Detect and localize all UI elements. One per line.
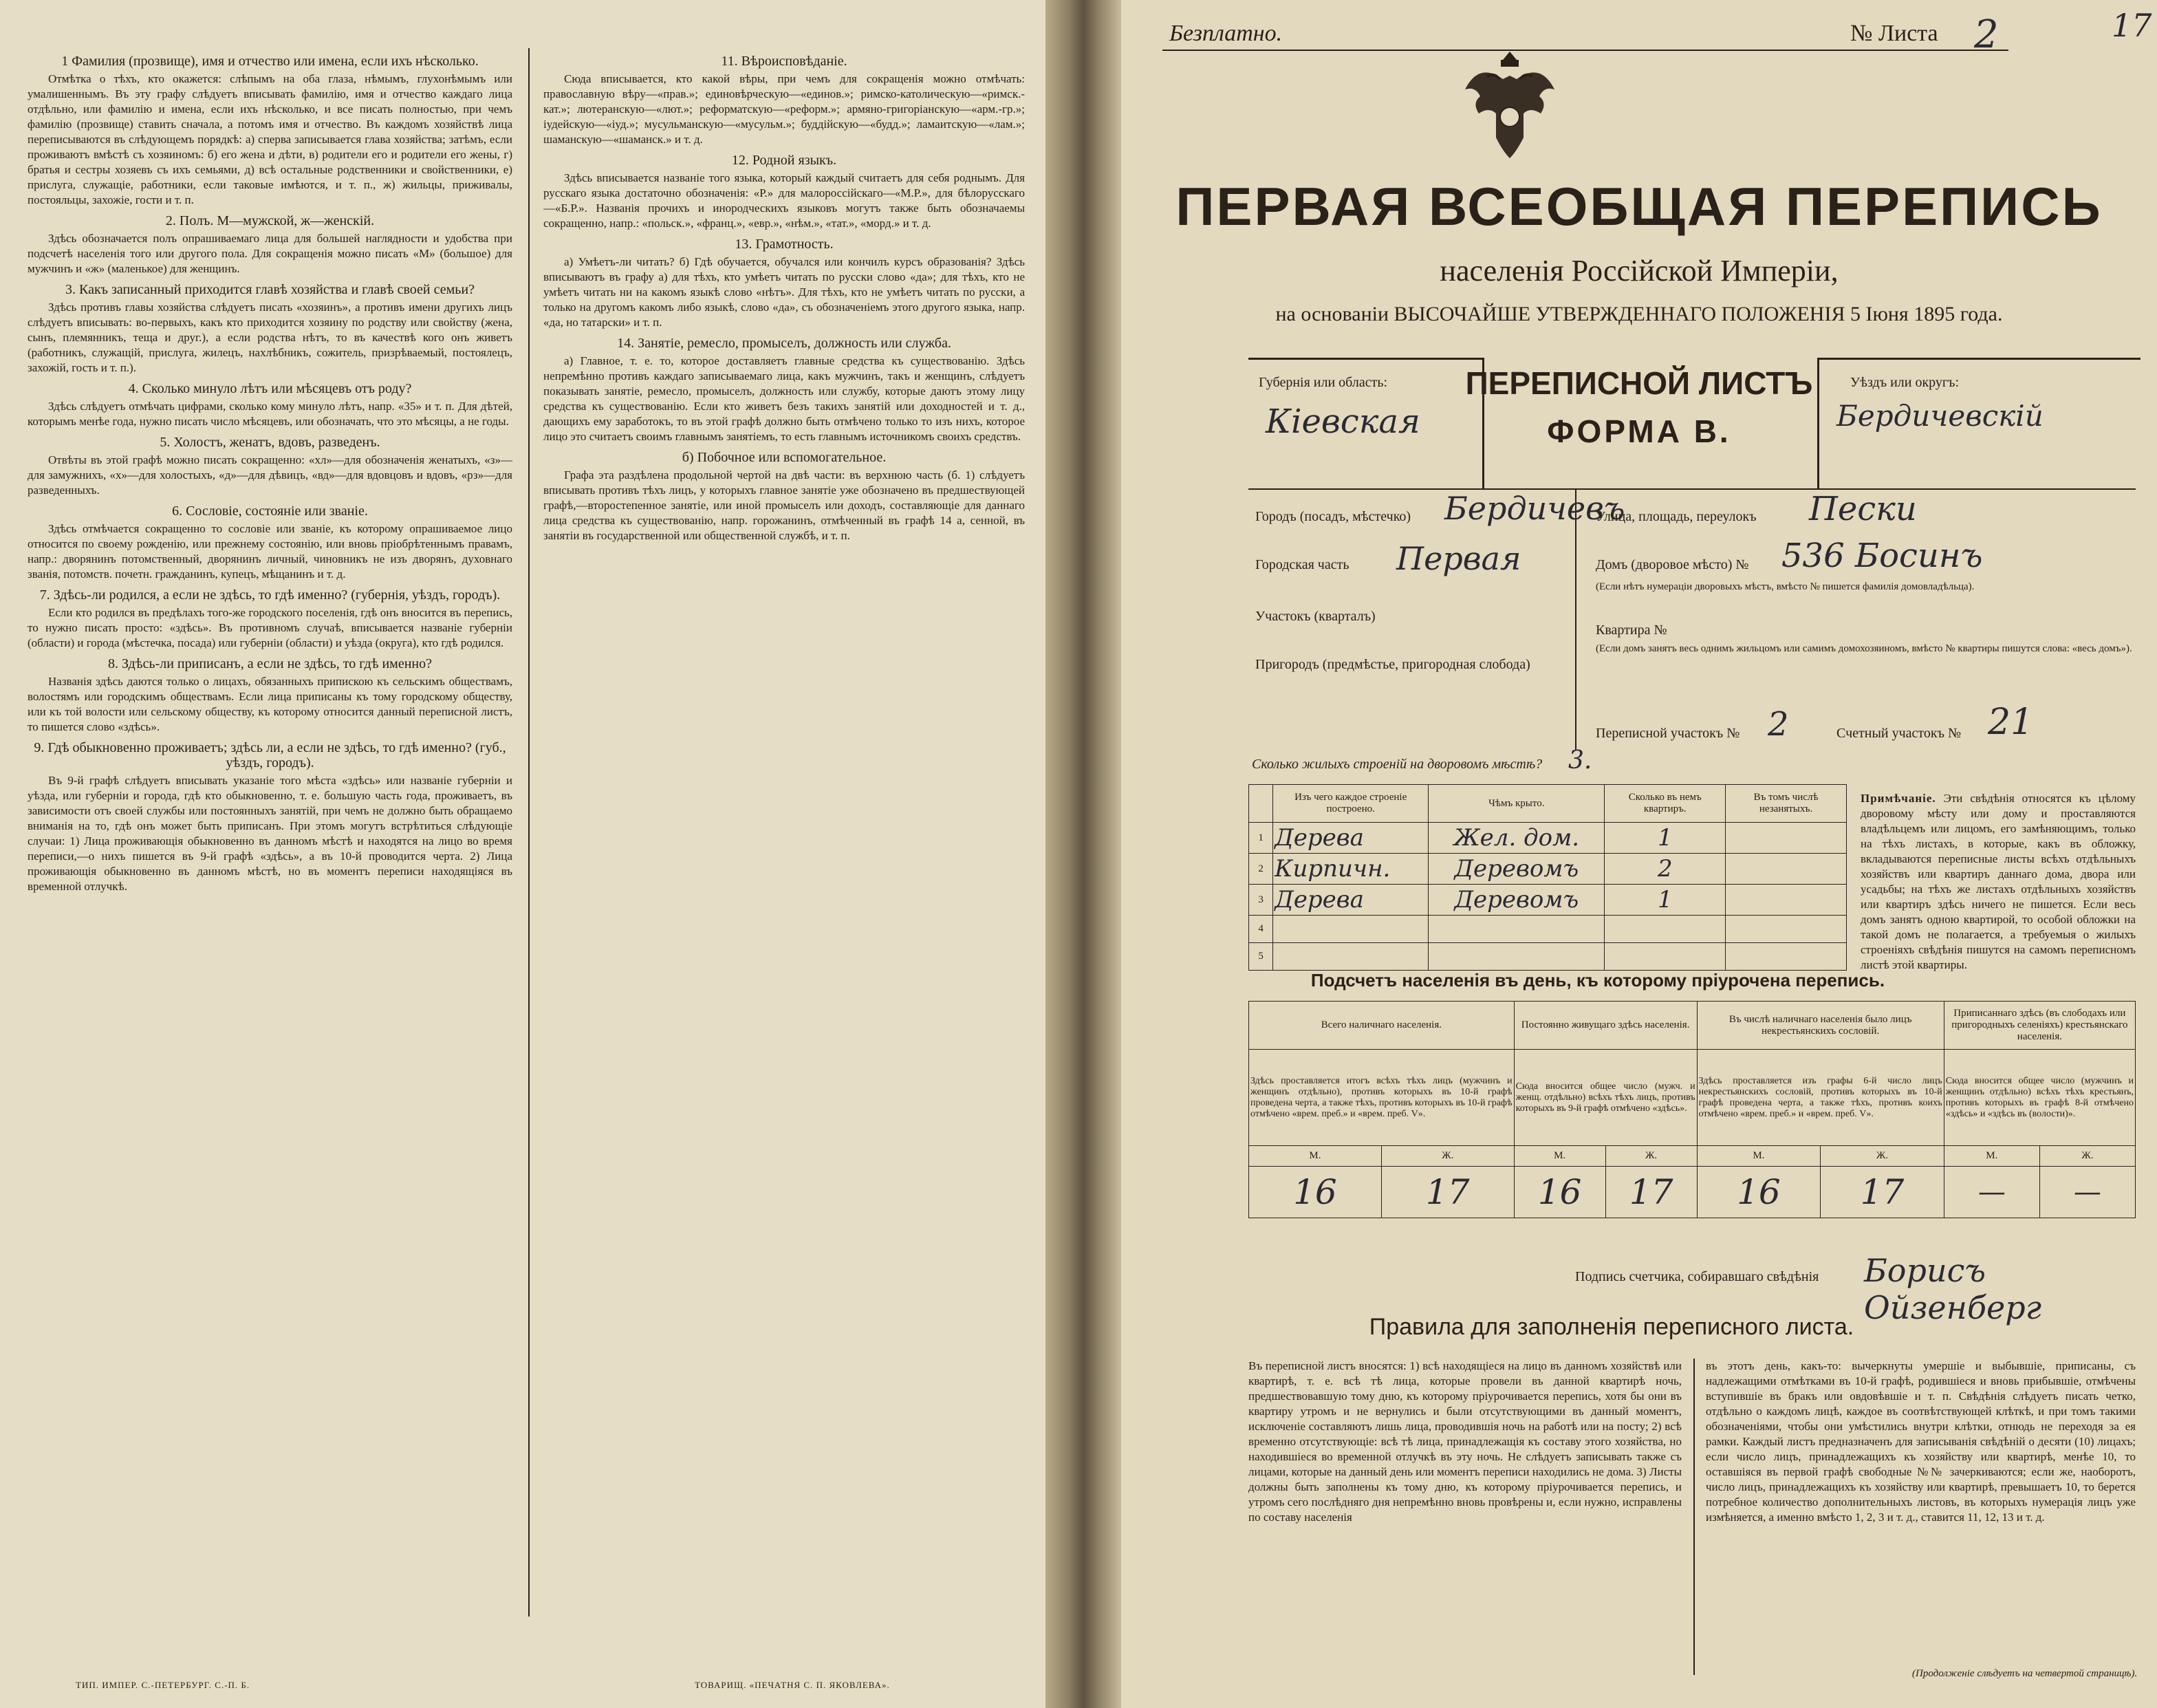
- row-number: 3: [1249, 885, 1273, 916]
- section-heading: 2. Полъ. М—мужской, ж—женскій.: [165, 213, 375, 228]
- table-header: Сколько въ немъ квартиръ.: [1605, 785, 1726, 823]
- column-divider: [528, 48, 530, 1617]
- table-header: Изъ чего каждое строеніе построено.: [1273, 785, 1429, 823]
- section-text: Здѣсь обозначается полъ опрашиваемаго лица для большей наглядности и удобства при подсчетѣ населенія того или другого пола. Для сокращенія можно писать «М» (большое) для мужчинъ и «ж» (маленькое) для женщинъ.: [28, 232, 512, 275]
- printer-imprint-left: ТИП. ИМПЕР. С.-ПЕТЕРБУРГ. С.-П. Б.: [76, 1680, 250, 1690]
- count-value: 17: [1605, 1167, 1697, 1218]
- sheet-number-value: 2: [1974, 12, 1999, 57]
- count-area-value: 21: [1988, 702, 2034, 743]
- section-heading: 8. Здѣсь-ли приписанъ, а если не здѣсь, то гдѣ именно?: [108, 656, 432, 671]
- uezd-value: Бердичевскій: [1836, 399, 2044, 433]
- count-value: 16: [1249, 1167, 1382, 1218]
- uchastok-label: Участокъ (кварталъ): [1255, 609, 1376, 624]
- section-text: Здѣсь слѣдуетъ отмѣчать цифрами, сколько кому минуло лѣтъ, напр. «35» и т. п. Для дѣтей, которымъ менѣе года, нужно писать число мѣсяцевъ, или обозначать, что это мѣсяцы, а не годы.: [28, 400, 512, 428]
- form-title: ПЕРЕПИСНОЙ ЛИСТЪ: [1465, 365, 1813, 401]
- section-heading: 13. Грамотность.: [735, 237, 834, 252]
- building-vacant: [1726, 943, 1847, 971]
- count-value: 16: [1697, 1167, 1821, 1218]
- section-text: Въ 9-й графѣ слѣдуетъ вписывать указаніе того мѣста «здѣсь» или названіе губерніи и уѣзда, или губерніи и города, гдѣ кто обыкновенно, т. е. большую часть года, проживаетъ, въ зависимости отъ своей службы или постоянныхъ занятій, при чемъ не должно быть обращаемо вниманія на то, гдѣ онъ может быть приписанъ. При этомъ могутъ встрѣтиться слѣдующіе случаи: 1) Лица проживающія обыкновенно въ данномъ мѣстѣ и находятся на лицо во время переписи,—о нихъ пишется въ 9-й графѣ «здѣсь», а въ 10-й проводится черта. 2) Лица проживающія обыкновенно въ данномъ мѣстѣ, но въ моментъ переписи находящіяся въ временной отлучкѣ.: [28, 774, 512, 893]
- building-roof: Жел. дом.: [1429, 823, 1605, 854]
- count-value: 16: [1514, 1167, 1605, 1218]
- uezd-divider: [1817, 358, 1819, 488]
- rules-continued-note: (Продолженіе слѣдуетъ на четвертой страницѣ).: [1912, 1668, 2138, 1679]
- left-page: [0, 0, 1045, 1708]
- building-material: [1273, 916, 1429, 943]
- row-number: 2: [1249, 854, 1273, 885]
- house-label: Домъ (дворовое мѣсто) №: [1596, 557, 1749, 572]
- section-text: Здѣсь отмѣчается сокращенно то сословіе или званіе, къ которому опрашиваемое лицо относится по своему рожденію, или прежнему состоянію, или вновь пріобрѣтеннымъ правамъ, напр.: дворянинъ потомственный, дворянинъ личный, чиновникъ не изъ дворянъ, духовнаго званія, потомств. почетн. гражданинъ, купецъ, мѣщанинъ и т. д.: [28, 522, 512, 581]
- house-value: 536 Босинъ: [1781, 537, 1983, 575]
- city-value: Бердичевъ: [1444, 490, 1625, 527]
- book-gutter: [1045, 0, 1121, 1708]
- col2-section: [543, 450, 1025, 543]
- city-part-label: Городская часть: [1255, 557, 1350, 572]
- col1-section: [28, 282, 512, 376]
- section-heading: 7. Здѣсь-ли родился, а если не здѣсь, то гдѣ именно? (губернія, уѣздъ, городъ).: [39, 587, 501, 603]
- free-label: Безплатно.: [1169, 21, 1283, 46]
- suburb-label: Пригородъ (предмѣстье, пригородная слобода): [1255, 657, 1530, 672]
- instructions-column-2: [543, 48, 1025, 1623]
- gubernia-label: Губернія или область:: [1259, 375, 1388, 390]
- buildings-question: Сколько жилыхъ строеній на дворовомъ мѣстѣ?: [1252, 757, 1543, 772]
- census-basis: на основаніи ВЫСОЧАЙШЕ УТВЕРЖДЕННАГО ПОЛОЖЕНІЯ 5 Іюня 1895 года.: [1275, 303, 2003, 325]
- apartment-note: (Если домъ занятъ весь однимъ жильцомъ или самимъ домохозяиномъ, вмѣсто № квартиры пишутся слова: «весь домъ»).: [1596, 643, 2132, 654]
- buildings-table: [1248, 784, 1847, 971]
- col1-section: [28, 587, 512, 651]
- imperial-eagle-emblem: [1458, 48, 1561, 165]
- col2-section: [543, 54, 1025, 147]
- section-heading: 1 Фамилия (прозвище), имя и отчество или имена, если ихъ нѣсколько.: [61, 54, 479, 69]
- count-header: Всего наличнаго населенія.: [1249, 1002, 1515, 1050]
- building-roof: Деревомъ: [1429, 885, 1605, 916]
- count-header: Постоянно живущаго здѣсь населенія.: [1514, 1002, 1697, 1050]
- section-text: а) Умѣетъ-ли читать? б) Гдѣ обучается, обучался или кончилъ курсъ образованія? Здѣсь вписываютъ въ графу а) для тѣхъ, кто умѣетъ читать по русски слово «да»; для тѣхъ, кто не умѣетъ читать ни на какомъ языкѣ слово «нѣтъ». Для тѣхъ, кто не умѣетъ читать по русски, а только на другомъ какомъ либо языкѣ, слово «да», съ обозначеніемъ этого другого языка, напр. «да, но татарски» и т. п.: [543, 255, 1025, 329]
- building-apartments: [1605, 916, 1726, 943]
- rules-title: Правила для заполненія переписного листа.: [1369, 1314, 1854, 1340]
- street-label: Улица, площадь, переулокъ: [1596, 509, 1757, 524]
- sex-label: М.: [1514, 1146, 1605, 1167]
- section-heading: 3. Какъ записанный приходится главѣ хозяйства и главѣ своей семьи?: [65, 282, 475, 297]
- section-text: Названія здѣсь даются только о лицахъ, обязанныхъ припискою къ сельскимъ обществамъ, волостямъ или городскимъ обществамъ. Если лица приписаны къ тому городскому обществу, или къ той волости или сельскому обществу, къ которому относится данный переписной листъ, то пишется слово «здѣсь».: [28, 675, 512, 733]
- instructions-column-1: [28, 48, 512, 1623]
- sex-label: М.: [1249, 1146, 1382, 1167]
- table-row: [1249, 916, 1847, 943]
- rules-divider: [1693, 1359, 1695, 1675]
- building-roof: [1429, 916, 1605, 943]
- census-area-value: 2: [1768, 705, 1789, 744]
- building-apartments: 2: [1605, 854, 1726, 885]
- counter-signature: Борисъ Ойзенберг: [1864, 1252, 2041, 1326]
- count-description: Здѣсь проставляется итогъ всѣхъ тѣхъ лицъ (мужчинъ и женщинъ отдѣльно), противъ которыхъ въ 10-й графѣ проведена черта, а также тѣхъ, противъ которыхъ въ 10-й графѣ отмѣчено «врем. преб.» и «врем. преб. V».: [1249, 1050, 1515, 1146]
- section-heading: 5. Холостъ, женатъ, вдовъ, разведенъ.: [160, 435, 380, 450]
- count-value: —: [2039, 1167, 2135, 1218]
- count-header: Приписаннаго здѣсь (въ слободахъ или пригородныхъ селеніяхъ) крестьянскаго населенія.: [1944, 1002, 2135, 1050]
- signature-label: Подпись счетчика, собиравшаго свѣдѣнія: [1575, 1269, 1819, 1284]
- building-vacant: [1726, 823, 1847, 854]
- census-title: ПЕРВАЯ ВСЕОБЩАЯ ПЕРЕПИСЬ: [1175, 176, 2103, 237]
- table-row: [1249, 854, 1847, 885]
- section-heading: 12. Родной языкъ.: [731, 153, 837, 168]
- section-heading: 4. Сколько минуло лѣтъ или мѣсяцевъ отъ роду?: [128, 381, 412, 396]
- col1-section: [28, 504, 512, 582]
- buildings-answer: 3.: [1568, 746, 1592, 775]
- census-area-label: Переписной участокъ №: [1596, 726, 1740, 741]
- section-text: а) Главное, т. е. то, которое доставляетъ главные средства къ существованію. Здѣсь непремѣнно противъ каждаго записываемаго лица, какъ мужчинъ, такъ и женщинъ, слѣдуетъ показывать занятіе, ремесло, промыселъ, должность или службу, которые даютъ этому лицу средства къ существованію. Если кто живетъ безъ такихъ занятій или доходностей и т. д., дающихъ ему заработокъ, то въ этой графѣ должно быть отмѣчено только то изъ нихъ, которое лицо это считаетъ своимъ главнымъ занятіемъ, то есть главнымъ источникомъ своихъ средствъ.: [543, 354, 1025, 443]
- col2-section: [543, 336, 1025, 444]
- form-letter: ФОРМА В.: [1547, 413, 1731, 449]
- header-rule: [1162, 50, 2008, 51]
- printer-imprint-right: ТОВАРИЩ. «ПЕЧАТНЯ С. П. ЯКОВЛЕВА».: [695, 1680, 890, 1690]
- building-vacant: [1726, 885, 1847, 916]
- rules-column-1: Въ переписной листъ вносятся: 1) всѣ находящіеся на лицо въ данномъ хозяйствѣ или квартирѣ, т. е. всѣ тѣ лица, которые провели въ данной квартирѣ ночь, предшествовавшую тому дню, къ которому пріурочивается перепись, хотя бы они въ квартиру утромъ и не вернулись и были отсутствующими въ данный моментъ, исключеніе составляютъ лишь лица, проводившія ночь на работѣ или на посту; 2) всѣ временно отсутствующіе: всѣ тѣ лица, принадлежащія къ составу этого хозяйства, но находившіеся во временной отлучкѣ въ эту ночь. Не слѣдуетъ записывать также съ лицами, которые на данный день или моментъ переписи находились не дома. 3) Листы должны быть заполнены къ тому дню, къ которому пріурочивается перепись, и утромъ сего послѣдняго дня непремѣнно вновь провѣрены и, если нужно, исправлены по составу населенія: [1248, 1359, 1682, 1524]
- table-header: [1249, 785, 1273, 823]
- table-header: Чѣмъ крыто.: [1429, 785, 1605, 823]
- section-text: Отмѣтка о тѣхъ, кто окажется: слѣпымъ на оба глаза, нѣмымъ, глухонѣмымъ или умалишеннымъ. Въ эту графу слѣдуетъ вписывать фамилію, имя и отчество каждаго лица отдѣльно, или фамилію и имена, если ихъ нѣсколько, и все писать полностью, при чемъ фамилію (прозвище) ставить сначала, а потомъ имя и отчество. Въ каждомъ хозяйствѣ лица переписываются въ слѣдующемъ порядкѣ: а) сперва записывается глава хозяйства; затѣмъ, если проживаютъ вмѣстѣ съ хозяиномъ: б) его жена и дѣти, в) родители его и родители его жены, г) братья и сестры хозяевъ съ ихъ семьями, д) всѣ остальные родственники и свойственники, е) прислуга, служащіе, работники, если таковые имѣются, и т. п., ж) жильцы, приживалы, постояльцы, захожіе, гости и т. п.: [28, 72, 512, 206]
- count-value: 17: [1381, 1167, 1514, 1218]
- building-material: Кирпичн.: [1273, 854, 1429, 885]
- population-count-table: [1248, 1001, 2136, 1218]
- section-text: Графа эта раздѣлена продольной чертой на двѣ части: въ верхнюю часть (б. 1) слѣдуетъ вписывать противъ тѣхъ лицъ, у которыхъ главное занятіе уже обозначено въ предшествующей графѣ,—второстепенное занятіе, или иной промыселъ или доходъ, составляющіе для даннаго лица средства къ существованію, напр. горожанинъ, отмѣченный въ графѣ 14 а, сенной, въ занятіи въ государственной или общественной службѣ, и т. п.: [543, 468, 1025, 542]
- address-top-rule: [1248, 488, 2136, 490]
- sex-label: Ж.: [1605, 1146, 1697, 1167]
- note-text: Эти свѣдѣнія относятся къ цѣлому дворовому мѣсту или дому и проставляются владѣльцемъ или лицомъ, его замѣняющимъ, только на тѣхъ листахъ, в которые, какъ въ обложку, вкладываются переписные листы всѣхъ отдѣльныхъ хозяйствъ или квартиръ даннаго дома, двора или усадьбы; на тѣхъ же листахъ отдѣльныхъ хозяйствъ или квартиръ здѣсь ничего не пишется. Если весь домъ занятъ одною квартирой, то особой обложки на такой домъ не полагается, а требуемыя о жилыхъ строеніяхъ свѣдѣнія пишутся на самомъ переписномъ листѣ этой квартиры.: [1861, 792, 2136, 971]
- house-note: (Если нѣтъ нумераціи дворовыхъ мѣстъ, вмѣсто № пишется фамилія домовладѣльца).: [1596, 581, 1975, 592]
- col1-section: [28, 213, 512, 277]
- row-number: 1: [1249, 823, 1273, 854]
- section-heading: 14. Занятіе, ремесло, промыселъ, должность или служба.: [617, 336, 951, 351]
- uezd-rule: [1817, 358, 2140, 360]
- col1-section: [28, 381, 512, 429]
- building-roof: [1429, 943, 1605, 971]
- col1-section: [28, 656, 512, 735]
- sheet-number-label: № Листа: [1850, 21, 1938, 46]
- count-description: Сюда вносится общее число (мужч. и женщ. отдѣльно) всѣхъ тѣхъ лицъ, противъ которыхъ въ 9-й графѣ отмѣчено «здѣсь».: [1514, 1050, 1697, 1146]
- section-heading: 6. Сословіе, состояніе или званіе.: [172, 504, 368, 519]
- building-vacant: [1726, 854, 1847, 885]
- section-text: Здѣсь вписывается названіе того языка, который каждый считаетъ для себя роднымъ. Для русскаго языка достаточно обозначенія: «Р.» для малороссійскаго—«М.Р.», для бѣлорусскаго—«Б.Р.». Названія прочихъ и инородческихъ языковъ могутъ также быть обозначаемы сокращенно, напр.: «польск.», «франц.», «евр.», «нѣм.», «тат.», «морд.» и т. д.: [543, 171, 1025, 230]
- building-vacant: [1726, 916, 1847, 943]
- col2-section: [543, 237, 1025, 330]
- table-header: Въ томъ числѣ незанятыхъ.: [1726, 785, 1847, 823]
- sex-label: Ж.: [1821, 1146, 1944, 1167]
- count-title: Подсчетъ населенія въ день, къ которому пріурочена перепись.: [1310, 970, 1885, 991]
- count-header: Въ числѣ наличнаго населенія было лицъ некрестьянскихъ сословій.: [1697, 1002, 1944, 1050]
- building-material: Дерева: [1273, 823, 1429, 854]
- building-material: [1273, 943, 1429, 971]
- city-label: Городъ (посадъ, мѣстечко): [1255, 509, 1411, 524]
- gubernia-value: Кіевская: [1266, 402, 1420, 441]
- uezd-label: Уѣздъ или округъ:: [1850, 375, 1960, 390]
- address-divider: [1575, 488, 1576, 750]
- count-value: 17: [1821, 1167, 1944, 1218]
- section-text: Отвѣты въ этой графѣ можно писать сокращенно: «хл»—для обозначенія женатыхъ, «з»—для замужнихъ, «х»—для холостыхъ, «д»—для дѣвицъ, «вд»—для вдовцовъ и вдовъ, «рз»—для разведенныхъ.: [28, 453, 512, 497]
- table-row: [1249, 823, 1847, 854]
- section-text: Если кто родился въ предѣлахъ того-же городского поселенія, гдѣ онъ вносится въ перепись, то нужно писать просто: «здѣсь». Въ противномъ случаѣ, вписывается названіе губерніи (области) и города (мѣстечка, посада) или губерніи (области) и уѣзда (округа), кто гдѣ родился.: [28, 606, 512, 649]
- row-number: 4: [1249, 916, 1273, 943]
- row-number: 5: [1249, 943, 1273, 971]
- building-apartments: 1: [1605, 885, 1726, 916]
- sex-label: М.: [1697, 1146, 1821, 1167]
- section-heading: 11. Вѣроисповѣданіе.: [721, 54, 847, 69]
- sex-label: Ж.: [2039, 1146, 2135, 1167]
- street-value: Пески: [1809, 490, 1917, 528]
- gubernia-rule: [1248, 358, 1482, 360]
- section-heading: 9. Гдѣ обыкновенно проживаетъ; здѣсь ли, а если не здѣсь, то гдѣ именно? (губ., уѣздъ, городъ).: [34, 740, 506, 770]
- count-description: Сюда вносится общее число (мужчинъ и женщинъ отдѣльно) всѣхъ тѣхъ крестьянъ, противъ которыхъ въ графѣ 8-й отмѣчено «здѣсь» и «здѣсь въ (волости)».: [1944, 1050, 2135, 1146]
- note-title: Примѣчаніе.: [1861, 792, 1936, 805]
- margin-number: 17: [2112, 7, 2152, 44]
- section-text: Сюда вписывается, кто какой вѣры, при чемъ для сокращенія можно отмѣчать: православную вѣру—«прав.»; единовѣрческую—«единов.»; римско-католическую—«римск.-кат.»; лютеранскую—«лют.»; реформатскую—«реформ.»; армяно-григоріанскую—«арм.-гр.»; іудейскую—«іуд.»; мусульманскую—«мусульм.»; буддійскую—«будд.»; ламаитскую—«лам.»; шаманскую—«шаманск.» и т. д.: [543, 72, 1025, 146]
- table-row: [1249, 885, 1847, 916]
- rules-column-2: въ этотъ день, какъ-то: вычеркнуты умершіе и выбывшіе, приписаны, съ надлежащими отмѣтками въ 10-й графѣ, родившіеся и вновь прибывшіе, отмѣчены вступившіе въ бракъ или овдовѣвшіе и т. п. Свѣдѣнія слѣдуетъ писать четко, отдѣльно о каждомъ лицѣ, каждое въ соотвѣтствующей клѣткѣ, и при томъ такими обозначеніями, чтобы они умѣстились внутри клѣтки, отнюдь не переходя за ея рамки. Каждый листъ предназначенъ для записыванія свѣдѣній о десяти (10) лицахъ; если число лицъ, принадлежащихъ къ хозяйству или квартирѣ, менѣе 10, то оставшіяся въ первой графѣ свободные №№ зачеркиваются; если же, наоборотъ, число лицъ, принадлежащихъ къ хозяйству или квартирѣ, превышаетъ 10, то берется потребное количество дополнительныхъ листовъ, въ которыхъ нумерація лицъ уже измѣняется, а именно вмѣсто 1, 2, 3 и т. д., ставится 11, 12, 13 и т. д.: [1706, 1359, 2136, 1524]
- sex-label: М.: [1944, 1146, 2039, 1167]
- table-row: [1249, 943, 1847, 971]
- count-area-label: Счетный участокъ №: [1836, 726, 1962, 741]
- building-roof: Деревомъ: [1429, 854, 1605, 885]
- section-heading: б) Побочное или вспомогательное.: [682, 450, 887, 465]
- building-apartments: 1: [1605, 823, 1726, 854]
- col1-section: [28, 740, 512, 894]
- col1-section: [28, 54, 512, 208]
- buildings-note: [1861, 791, 2136, 973]
- census-subtitle: населенія Россійской Имперіи,: [1440, 254, 1839, 288]
- right-page: [1121, 0, 2157, 1708]
- building-material: Дерева: [1273, 885, 1429, 916]
- count-value: —: [1944, 1167, 2039, 1218]
- sex-label: Ж.: [1381, 1146, 1514, 1167]
- city-part-value: Первая: [1396, 540, 1521, 577]
- section-text: Здѣсь противъ главы хозяйства слѣдуетъ писать «хозяинъ», а противъ имени другихъ лицъ слѣдуетъ вписывать: во-первыхъ, какъ кто приходится хозяину по родству или свойству (жена, сынъ, племянникъ, теща и друг.), а если родства нѣтъ, то въ качествѣ кого онъ живетъ (работникъ, служащій, прислуга, жилецъ, нахлѣбникъ, сожитель, призрѣваемый, постоялецъ, захожій, гость и т. п.).: [28, 301, 512, 374]
- count-description: Здѣсь проставляется изъ графы 6-й число лицъ некрестьянскихъ сословій, противъ которыхъ въ 10-й графѣ проведена черта, а также тѣхъ, противъ коихъ отмѣчено «врем. преб.» и «врем. преб. V».: [1697, 1050, 1944, 1146]
- col1-section: [28, 435, 512, 498]
- apartment-label: Квартира №: [1596, 623, 1667, 638]
- building-apartments: [1605, 943, 1726, 971]
- col2-section: [543, 153, 1025, 231]
